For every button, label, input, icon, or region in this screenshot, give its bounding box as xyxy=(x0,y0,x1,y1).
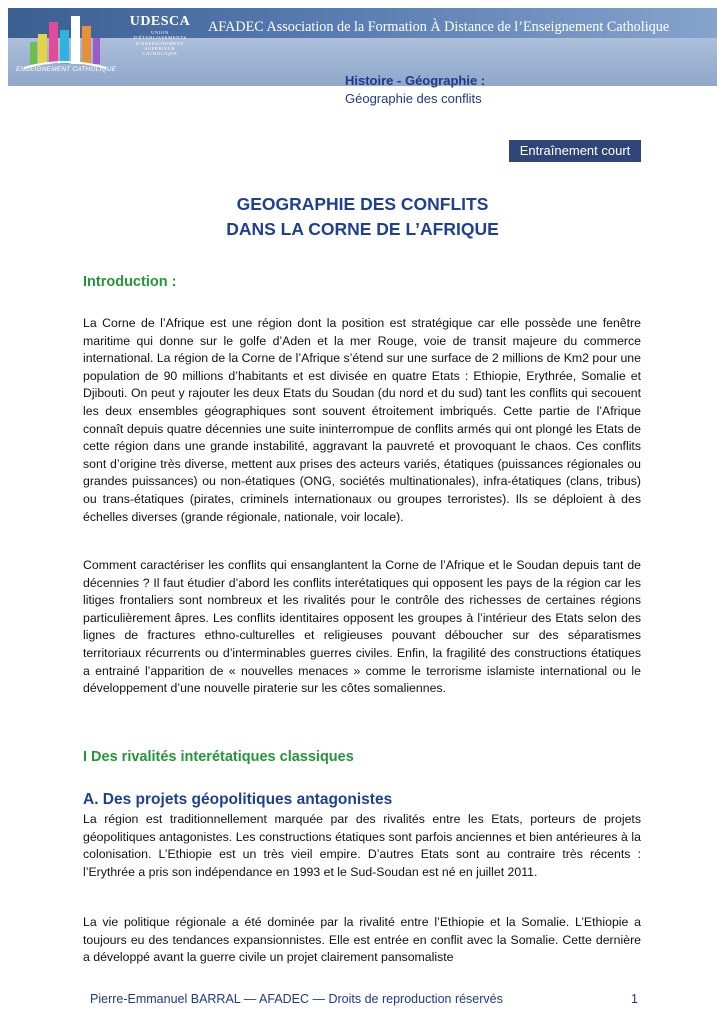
udesca-subtitle-line: CATHOLIQUE xyxy=(142,51,178,57)
udesca-subtitle-line: D'ÉTABLISSEMENTS xyxy=(133,35,187,41)
subject-subtitle: Géographie des conflits xyxy=(345,91,482,106)
page-number: 1 xyxy=(631,992,638,1006)
intro-paragraph-2: Comment caractériser les conflits qui ensanglantent la Corne de l’Afrique et le Soudan depuis tant de décennies ? Il faut étudier d’abord les conflits interétatiques qui opposent les pays de la région car les litiges frontaliers sont nombreux et les rivalités pour le contrôle des richesses de certaines régions particulièrement âpres. Les conflits identitaires opposent les groupes à l’intérieur des Etats selon des lignes de fractures ethno-culturelles et religieuses pouvant déboucher sur des séparatismes territoriaux récurrents ou d’interminables guerres civiles. Enfin, la fragilité des constructions étatiques a entrainé l’apparition de « nouvelles menaces » comme le terrorisme islamiste international ou le développement d’une nouvelle piraterie sur les côtes somaliennes. xyxy=(83,558,641,696)
logo-caption: ENSEIGNEMENT CATHOLIQUE xyxy=(16,66,117,73)
udesca-subtitle-line: D'ENSEIGNEMENT xyxy=(135,40,184,46)
subject-title: Histoire - Géographie : xyxy=(345,73,486,88)
exercise-type-badge: Entraînement court xyxy=(509,140,641,162)
introduction-heading: Introduction : xyxy=(83,274,177,290)
udesca-subtitle-line: SUPÉRIEUR xyxy=(144,45,176,51)
intro-paragraph-1: La Corne de l’Afrique est une région dont la position est stratégique car elle possède une fenêtre maritime qui donne sur le golfe d’Aden et la mer Rouge, voie de transit majeure du commerce international. La région de la Corne de l’Afrique s’étend sur une surface de 2 millions de Km2 pour une population de 90 millions d’habitants et est divisée en quatre Etats : Ethiopie, Erythrée, Somalie et Djibouti. On peut y rajouter les deux Etats du Soudan (du nord et du sud) tant les conflits qui secouent les deux ensembles géographiques sont souvent étroitement imbriqués. Cette partie de l’Afrique connaît depuis quatre décennies une suite ininterrompue de conflits armés qui ont plongé les Etats de cette région dans une grande instabilité, aggravant la pauvreté et provoquant le chaos. Ces conflits sont d’origine très diverse, mettent aux prises des acteurs variés, étatiques (puissances régionales ou grandes puissances) ou non-étatiques (ONG, sociétés multinationales), infra-étatiques (clans, tribus) ou trans-étatiques (pirates, criminels internationaux ou groupes terroristes). Ils se déploient à des échelles diverses (grande régionale, nationale, voir locale). xyxy=(83,316,641,524)
udesca-name: UDESCA xyxy=(129,14,191,29)
part-1-heading: I Des rivalités interétatiques classiques xyxy=(83,749,354,765)
subject-block xyxy=(345,72,485,108)
document-title-line-2: DANS LA CORNE DE L’AFRIQUE xyxy=(226,219,499,239)
udesca-subtitle-line: UNION xyxy=(151,30,169,35)
udesca-logo xyxy=(129,14,191,56)
document-title xyxy=(0,192,725,242)
part-a-paragraph-1: La région est traditionnellement marquée par des rivalités entre les Etats, porteurs de projets géopolitiques antagonistes. Les constructions étatiques sont parfois anciennes et bien antérieures à la colonisation. L’Ethiopie est un très vieil empire. D’autres Etats sont au contraire très récents : l’Erythrée a pris son indépendance en 1993 et le Sud-Soudan est né en juillet 2011. xyxy=(83,812,641,879)
document-title-line-1: GEOGRAPHIE DES CONFLITS xyxy=(236,194,489,214)
part-a-paragraph-2: La vie politique régionale a été dominée par la rivalité entre l’Ethiopie et la Somalie. L’Ethiopie a toujours eu des tendances expansionnistes. Elle est entrée en conflit avec la Somalie. Cette dernière a développé avant la guerre civile un projet clairement pansomaliste xyxy=(83,915,641,965)
part-a-heading: A. Des projets géopolitiques antagonistes xyxy=(83,791,393,808)
banner-title: AFADEC Association de la Formation À Distance de l’Enseignement Catholique xyxy=(208,19,670,35)
udesca-subtitle xyxy=(129,30,191,56)
footer-copyright: Pierre-Emmanuel BARRAL — AFADEC — Droits de reproduction réservés xyxy=(90,992,503,1006)
